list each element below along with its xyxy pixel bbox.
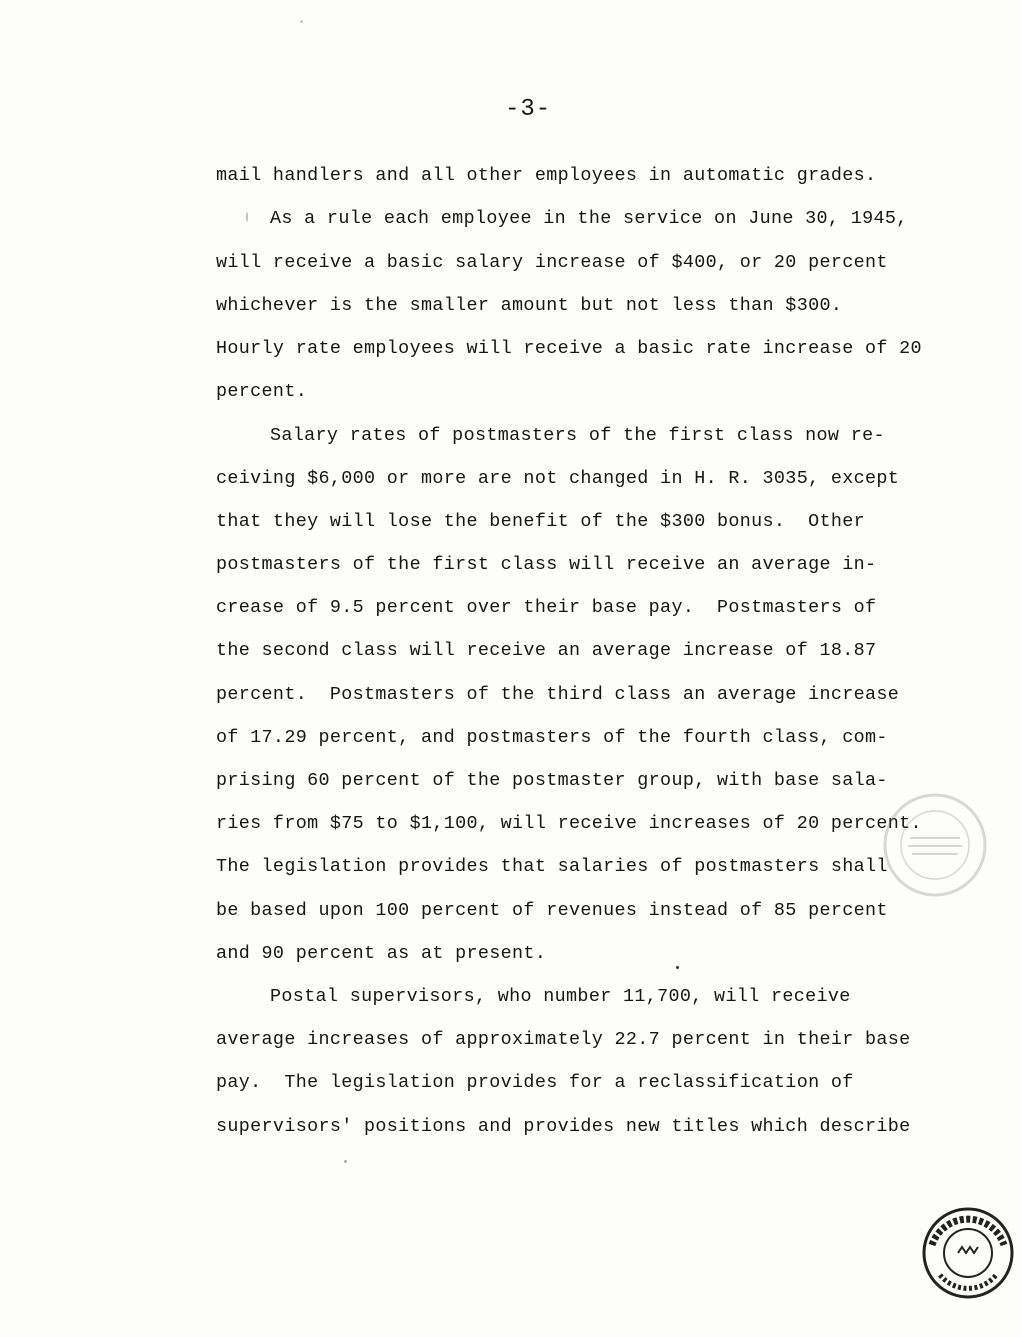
scan-speck: [344, 1160, 347, 1163]
text-line: will receive a basic salary increase of $400, or 20 percent: [216, 252, 888, 273]
text-line: postmasters of the first class will receive an average in-: [216, 554, 877, 575]
text-line: of 17.29 percent, and postmasters of the fourth class, com-: [216, 727, 888, 748]
library-stamp-icon: [880, 790, 990, 900]
text-line: percent.: [216, 381, 308, 402]
text-line: that they will lose the benefit of the $300 bonus. Other: [216, 511, 866, 532]
scan-speck: [246, 212, 248, 222]
scan-speck: [300, 20, 303, 23]
text-line: As a rule each employee in the service on June 30, 1945,: [270, 208, 908, 229]
text-line: be based upon 100 percent of revenues instead of 85 percent: [216, 900, 888, 921]
nara-seal-icon: [920, 1205, 1016, 1301]
text-line: percent. Postmasters of the third class an average increase: [216, 684, 900, 705]
text-line: prising 60 percent of the postmaster group, with base sala-: [216, 770, 888, 791]
scan-speck: [676, 966, 679, 969]
text-line: Salary rates of postmasters of the first class now re-: [270, 425, 885, 446]
page-number: -3-: [505, 96, 552, 123]
text-line: and 90 percent as at present.: [216, 943, 547, 964]
text-line: supervisors' positions and provides new titles which describe: [216, 1116, 911, 1137]
text-line: The legislation provides that salaries of postmasters shall: [216, 856, 888, 877]
text-line: average increases of approximately 22.7 percent in their base: [216, 1029, 911, 1050]
text-line: crease of 9.5 percent over their base pay. Postmasters of: [216, 597, 877, 618]
text-line: Hourly rate employees will receive a basic rate increase of 20: [216, 338, 922, 359]
text-line: whichever is the smaller amount but not less than $300.: [216, 295, 843, 316]
text-line: pay. The legislation provides for a reclassification of: [216, 1072, 854, 1093]
text-line: ceiving $6,000 or more are not changed in H. R. 3035, except: [216, 468, 900, 489]
text-line: Postal supervisors, who number 11,700, will receive: [270, 986, 851, 1007]
text-line: the second class will receive an average increase of 18.87: [216, 640, 877, 661]
text-line: ries from $75 to $1,100, will receive increases of 20 percent.: [216, 813, 922, 834]
text-line: mail handlers and all other employees in automatic grades.: [216, 165, 877, 186]
